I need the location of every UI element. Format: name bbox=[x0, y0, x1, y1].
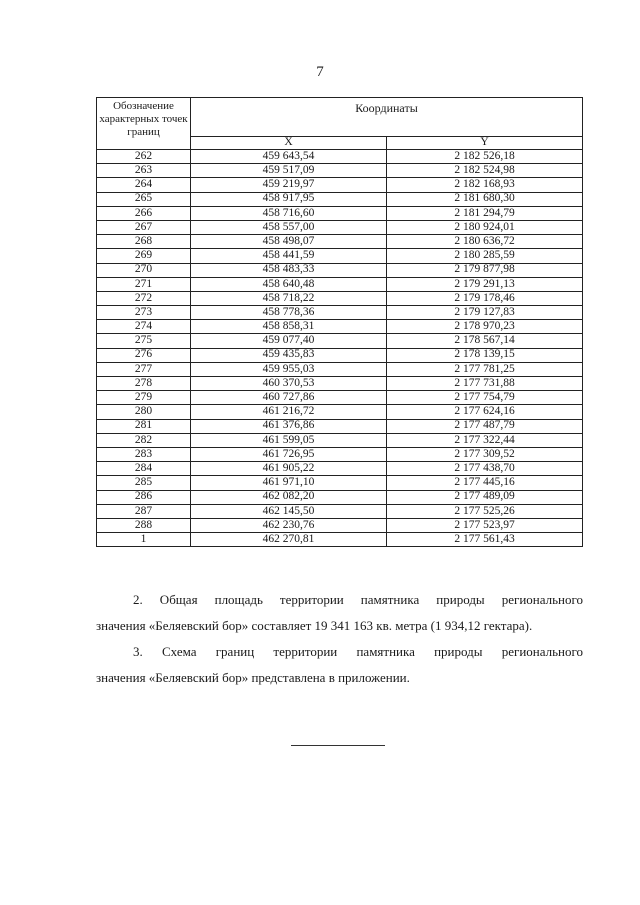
x-cell: 459 955,03 bbox=[191, 362, 387, 376]
point-cell: 274 bbox=[97, 320, 191, 334]
table-row bbox=[97, 178, 583, 192]
point-cell: 269 bbox=[97, 249, 191, 263]
x-cell: 459 643,54 bbox=[191, 150, 387, 164]
point-cell: 272 bbox=[97, 291, 191, 305]
x-cell: 460 370,53 bbox=[191, 377, 387, 391]
y-cell: 2 181 294,79 bbox=[387, 206, 583, 220]
y-cell: 2 180 924,01 bbox=[387, 220, 583, 234]
y-cell: 2 177 525,26 bbox=[387, 504, 583, 518]
y-cell: 2 179 127,83 bbox=[387, 306, 583, 320]
point-cell: 277 bbox=[97, 362, 191, 376]
table-row bbox=[97, 306, 583, 320]
table-row bbox=[97, 419, 583, 433]
y-cell: 2 177 489,09 bbox=[387, 490, 583, 504]
y-cell: 2 180 285,59 bbox=[387, 249, 583, 263]
table-row bbox=[97, 235, 583, 249]
point-cell: 280 bbox=[97, 405, 191, 419]
x-cell: 462 230,76 bbox=[191, 518, 387, 532]
table-row bbox=[97, 405, 583, 419]
x-cell: 458 858,31 bbox=[191, 320, 387, 334]
table-row bbox=[97, 277, 583, 291]
y-cell: 2 179 877,98 bbox=[387, 263, 583, 277]
table-row bbox=[97, 533, 583, 547]
x-cell: 462 270,81 bbox=[191, 533, 387, 547]
y-cell: 2 177 731,88 bbox=[387, 377, 583, 391]
x-cell: 458 718,22 bbox=[191, 291, 387, 305]
point-cell: 278 bbox=[97, 377, 191, 391]
point-cell: 268 bbox=[97, 235, 191, 249]
table-body bbox=[97, 150, 583, 547]
table-header-row bbox=[97, 98, 583, 137]
page-number: 7 bbox=[316, 64, 324, 80]
table-row bbox=[97, 291, 583, 305]
point-cell: 266 bbox=[97, 206, 191, 220]
x-cell: 458 557,00 bbox=[191, 220, 387, 234]
y-cell: 2 177 487,79 bbox=[387, 419, 583, 433]
x-cell: 458 778,36 bbox=[191, 306, 387, 320]
point-cell: 270 bbox=[97, 263, 191, 277]
point-cell: 282 bbox=[97, 433, 191, 447]
y-cell: 2 182 526,18 bbox=[387, 150, 583, 164]
x-cell: 458 640,48 bbox=[191, 277, 387, 291]
table-row bbox=[97, 490, 583, 504]
y-cell: 2 177 561,43 bbox=[387, 533, 583, 547]
y-cell: 2 178 139,15 bbox=[387, 348, 583, 362]
paragraph-area-line2: значения «Беляевский бор» составляет 19 341 163 кв. метра (1 934,12 гектара). bbox=[96, 618, 533, 633]
point-cell: 265 bbox=[97, 192, 191, 206]
point-cell: 271 bbox=[97, 277, 191, 291]
point-cell: 264 bbox=[97, 178, 191, 192]
header-y: Y bbox=[387, 137, 583, 150]
y-cell: 2 177 445,16 bbox=[387, 476, 583, 490]
paragraph-scheme-line2: значения «Беляевский бор» представлена в приложении. bbox=[96, 670, 410, 685]
y-cell: 2 181 680,30 bbox=[387, 192, 583, 206]
x-cell: 462 145,50 bbox=[191, 504, 387, 518]
y-cell: 2 182 168,93 bbox=[387, 178, 583, 192]
point-cell: 267 bbox=[97, 220, 191, 234]
x-cell: 461 971,10 bbox=[191, 476, 387, 490]
table-row bbox=[97, 447, 583, 461]
y-cell: 2 177 624,16 bbox=[387, 405, 583, 419]
table-row bbox=[97, 476, 583, 490]
table-row bbox=[97, 391, 583, 405]
point-cell: 283 bbox=[97, 447, 191, 461]
table-row bbox=[97, 362, 583, 376]
point-cell: 279 bbox=[97, 391, 191, 405]
table-row bbox=[97, 462, 583, 476]
table-row bbox=[97, 433, 583, 447]
point-cell: 287 bbox=[97, 504, 191, 518]
paragraph-scheme-line1: 3. Схема границ территории памятника природы регионального bbox=[133, 644, 583, 659]
x-cell: 459 219,97 bbox=[191, 178, 387, 192]
table-row bbox=[97, 320, 583, 334]
table-row bbox=[97, 334, 583, 348]
x-cell: 458 917,95 bbox=[191, 192, 387, 206]
point-cell: 284 bbox=[97, 462, 191, 476]
header-coordinates: Координаты bbox=[191, 98, 583, 137]
table-row bbox=[97, 348, 583, 362]
paragraph-area-line1: 2. Общая площадь территории памятника природы регионального bbox=[133, 592, 583, 607]
y-cell: 2 179 178,46 bbox=[387, 291, 583, 305]
x-cell: 459 517,09 bbox=[191, 164, 387, 178]
point-cell: 276 bbox=[97, 348, 191, 362]
point-cell: 1 bbox=[97, 533, 191, 547]
point-cell: 286 bbox=[97, 490, 191, 504]
paragraph-scheme bbox=[96, 639, 583, 691]
y-cell: 2 177 309,52 bbox=[387, 447, 583, 461]
y-cell: 2 177 322,44 bbox=[387, 433, 583, 447]
table-row bbox=[97, 249, 583, 263]
point-cell: 273 bbox=[97, 306, 191, 320]
y-cell: 2 177 781,25 bbox=[387, 362, 583, 376]
y-cell: 2 177 523,97 bbox=[387, 518, 583, 532]
table-row bbox=[97, 150, 583, 164]
table-row bbox=[97, 518, 583, 532]
y-cell: 2 178 970,23 bbox=[387, 320, 583, 334]
x-cell: 461 216,72 bbox=[191, 405, 387, 419]
paragraph-area bbox=[96, 587, 583, 639]
table-row bbox=[97, 377, 583, 391]
coordinates-table bbox=[96, 97, 583, 547]
table-row bbox=[97, 192, 583, 206]
y-cell: 2 182 524,98 bbox=[387, 164, 583, 178]
header-point-label: Обозначение характерных точек границ bbox=[97, 98, 191, 150]
point-cell: 288 bbox=[97, 518, 191, 532]
point-cell: 281 bbox=[97, 419, 191, 433]
x-cell: 459 077,40 bbox=[191, 334, 387, 348]
table-row bbox=[97, 220, 583, 234]
x-cell: 461 905,22 bbox=[191, 462, 387, 476]
x-cell: 458 498,07 bbox=[191, 235, 387, 249]
y-cell: 2 180 636,72 bbox=[387, 235, 583, 249]
x-cell: 458 716,60 bbox=[191, 206, 387, 220]
table-row bbox=[97, 206, 583, 220]
y-cell: 2 178 567,14 bbox=[387, 334, 583, 348]
x-cell: 461 599,05 bbox=[191, 433, 387, 447]
table-row bbox=[97, 263, 583, 277]
point-cell: 262 bbox=[97, 150, 191, 164]
table-row bbox=[97, 164, 583, 178]
x-cell: 458 483,33 bbox=[191, 263, 387, 277]
point-cell: 263 bbox=[97, 164, 191, 178]
x-cell: 461 726,95 bbox=[191, 447, 387, 461]
point-cell: 285 bbox=[97, 476, 191, 490]
y-cell: 2 179 291,13 bbox=[387, 277, 583, 291]
table-row bbox=[97, 504, 583, 518]
point-cell: 275 bbox=[97, 334, 191, 348]
x-cell: 462 082,20 bbox=[191, 490, 387, 504]
header-x: X bbox=[191, 137, 387, 150]
x-cell: 461 376,86 bbox=[191, 419, 387, 433]
y-cell: 2 177 754,79 bbox=[387, 391, 583, 405]
x-cell: 459 435,83 bbox=[191, 348, 387, 362]
x-cell: 460 727,86 bbox=[191, 391, 387, 405]
y-cell: 2 177 438,70 bbox=[387, 462, 583, 476]
end-separator-line bbox=[291, 745, 385, 746]
x-cell: 458 441,59 bbox=[191, 249, 387, 263]
